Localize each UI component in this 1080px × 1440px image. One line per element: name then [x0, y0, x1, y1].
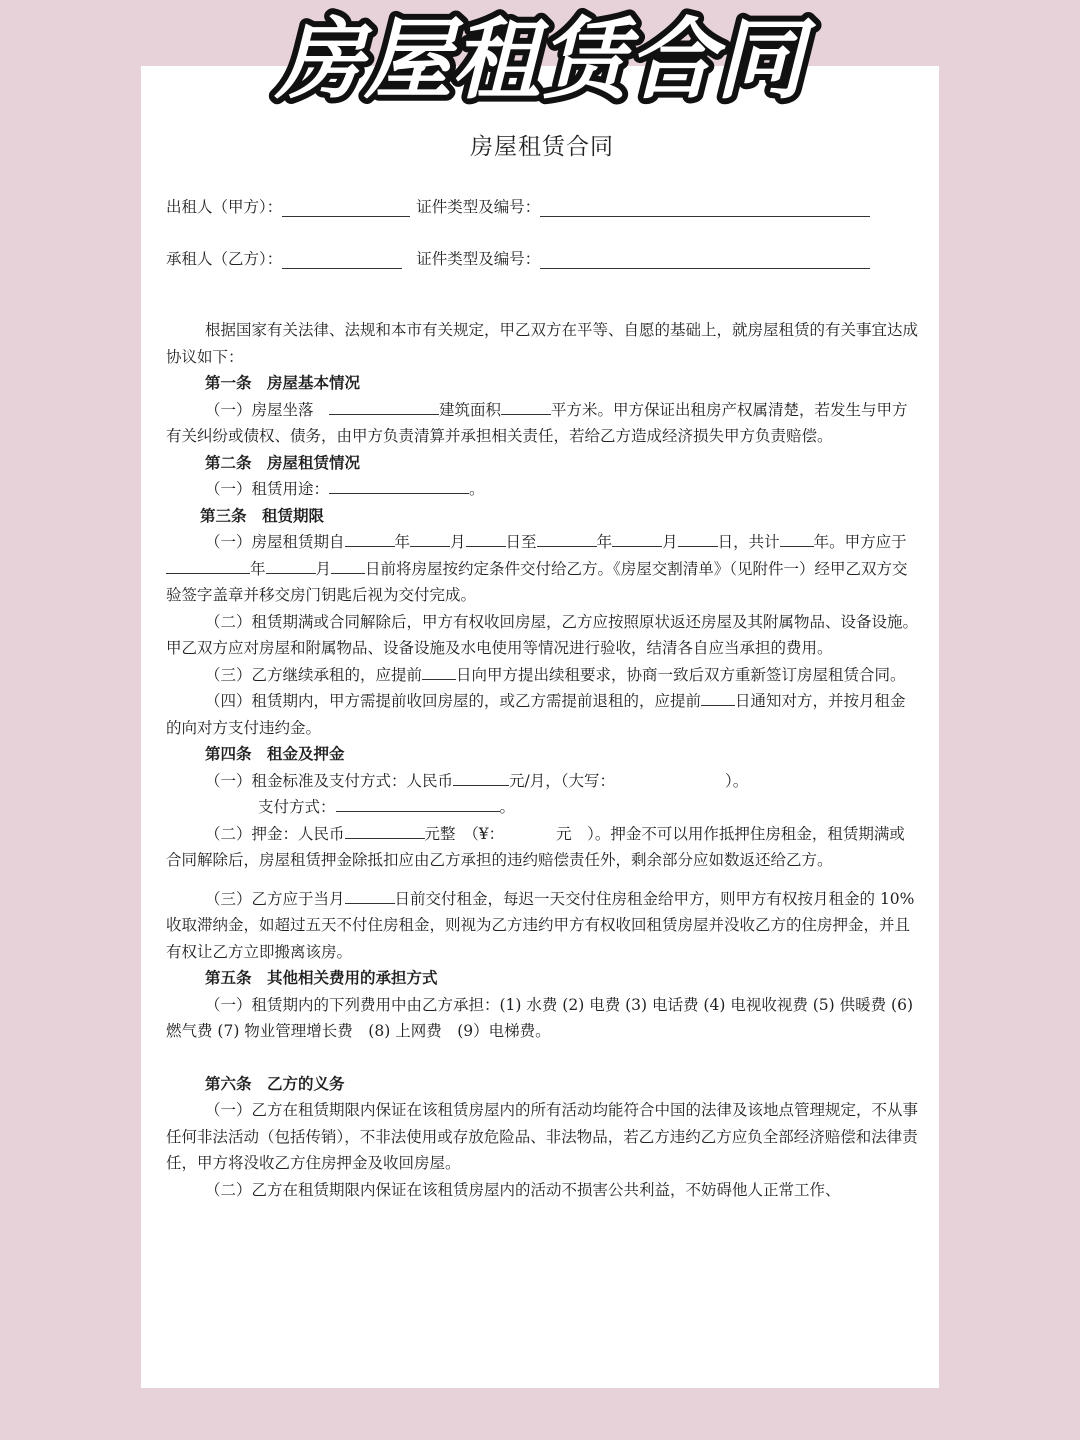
- article-2-title: 第二条 房屋租赁情况: [205, 452, 361, 472]
- clause-text: （四）租赁期内，甲方需提前收回房屋的，或乙方需提前退租的，应提前: [205, 692, 702, 710]
- article-3-clause-3: [166, 662, 918, 689]
- clause-text: 元/月，（大写：: [509, 771, 615, 790]
- lessee-id-field[interactable]: [540, 252, 870, 269]
- start-year-field[interactable]: [345, 532, 395, 547]
- clause-text: 日，共计: [717, 533, 780, 551]
- rent-due-day-field[interactable]: [345, 889, 395, 904]
- article-4-clause-1: [166, 768, 918, 795]
- clause-text: 年: [394, 533, 411, 551]
- start-month-field[interactable]: [410, 532, 450, 547]
- article-3-title: 第三条 租赁期限: [200, 505, 325, 525]
- delivery-day-field[interactable]: [331, 559, 365, 574]
- rent-amount-field[interactable]: [453, 771, 509, 786]
- clause-text: （一）房屋租赁期自: [205, 533, 345, 551]
- clause-text: 月: [450, 533, 466, 551]
- deposit-amount-field[interactable]: [345, 824, 425, 839]
- article-6-clause-2: （二）乙方在租赁期限内保证在该租赁房屋内的活动不损害公共利益，不妨碍他人正常工作、: [205, 1180, 841, 1199]
- lessee-row: [166, 247, 918, 269]
- clause-text: 平方米。甲方保证出租房产权属清楚，若发生与甲方有关纠纷或债权、债务，由甲方负责清算并承担相关责任，若给乙方造成经济损失甲方负责赔偿。: [166, 400, 908, 445]
- article-5-title: 第五条 其他相关费用的承担方式: [205, 968, 438, 987]
- article-1-title: 第一条 房屋基本情况: [205, 373, 361, 392]
- clause-text: （一）租赁用途：: [205, 480, 330, 498]
- banner-title: [0, 6, 1080, 114]
- total-years-field[interactable]: [780, 532, 814, 547]
- article-6-title: 第六条 乙方的义务: [205, 1073, 345, 1093]
- article-3-clause-4: [166, 688, 918, 741]
- clause-text: 。: [469, 480, 485, 498]
- clause-text: （一）房屋坐落: [205, 400, 314, 419]
- document-title: 房屋租赁合同: [470, 134, 614, 160]
- start-day-field[interactable]: [466, 532, 506, 547]
- lessor-id-field[interactable]: [540, 200, 870, 217]
- clause-text: 支付方式：: [258, 798, 336, 816]
- delivery-year-field[interactable]: [166, 559, 250, 574]
- clause-text: （三）乙方继续承租的，应提前: [205, 665, 423, 684]
- location-field[interactable]: [329, 400, 439, 415]
- article-3-clause-2: （二）租赁期满或合同解除后，甲方有权收回房屋，乙方应按照原状返还房屋及其附属物品、设备设施。甲乙双方应对房屋和附属物品、设备设施及水电使用等情况进行验收，结清各自应当承担的费用。: [166, 612, 919, 657]
- delivery-month-field[interactable]: [266, 559, 316, 574]
- article-1-clause-1: [166, 397, 918, 450]
- article-3-clause-1: [166, 529, 918, 609]
- notice-days-field[interactable]: [701, 691, 735, 706]
- clause-text: 日至: [505, 533, 537, 551]
- payment-method-field[interactable]: [336, 797, 500, 812]
- clause-text: 元整 （¥：: [424, 824, 505, 843]
- lessor-name-field[interactable]: [282, 200, 410, 217]
- lessee-name-field[interactable]: [282, 252, 402, 269]
- article-4-title: 第四条 租金及押金: [205, 744, 345, 763]
- article-4-clause-2: [166, 821, 918, 874]
- article-4-payment-method: [258, 794, 918, 821]
- lessee-id-label: 证件类型及编号：: [416, 250, 541, 268]
- renewal-days-field[interactable]: [422, 665, 456, 680]
- clause-text: 日向甲方提出续租要求，协商一致后双方重新签订房屋租赁合同。: [456, 665, 906, 684]
- article-6-clause-1: （一）乙方在租赁期限内保证在该租赁房屋内的所有活动均能符合中国的法律及该地点管理规定，不从事任何非法活动（包括传销），不非法使用或存放危险品、非法物品，若乙方违约乙方应负全部经济赔偿和法律责任，甲方将没收乙方住房押金及收回房屋。: [166, 1101, 919, 1172]
- banner-title-text: 房屋租赁合同: [275, 8, 805, 111]
- clause-text: 月: [315, 559, 332, 578]
- clause-text: 日前交付租金，每迟一天交付住房租金给甲方，则甲方有权按月租金的 10%收取滞纳金，如超过五天不付住房租金，则视为乙方违约甲方有权收回租赁房屋并没收乙方的住房押金，并且有权让乙方立即搬离该房。: [166, 889, 915, 961]
- clause-text: 建筑面积: [439, 400, 502, 419]
- clause-text: 日前将房屋按约定条件交付给乙方。《房屋交割清单》（见附件一）经甲乙双方交验签字盖章并移交房门钥匙后视为交付完成。: [166, 559, 908, 604]
- clause-text: 日通知对方，并按月租金的向对方支付违约金。: [166, 692, 906, 737]
- article-5-clause-1: （一）租赁期内的下列费用中由乙方承担：(1) 水费 (2) 电费 (3) 电话费 (4) 电视收视费 (5) 供暖费 (6) 燃气费 (7) 物业管理增长费 (8) 上网费 (9）电梯费。: [166, 995, 914, 1040]
- clause-text: 年: [250, 559, 266, 578]
- document-content: [166, 128, 918, 1203]
- article-4-clause-3: [166, 886, 918, 966]
- lessor-id-label: 证件类型及编号：: [416, 198, 541, 216]
- clause-text: 元 ）。押金不可以用作抵押住房租金，租赁期满或合同解除后，房屋租赁押金除抵扣应由乙方承担的违约赔偿责任外，剩余部分应如数返还给乙方。: [166, 824, 905, 869]
- lessor-label: 出租人（甲方）：: [166, 198, 283, 216]
- clause-text: 月: [662, 533, 678, 551]
- clause-text: （一）租金标准及支付方式：人民币: [205, 771, 454, 790]
- lessor-row: [166, 195, 918, 217]
- clause-text: （三）乙方应于当月: [205, 889, 345, 908]
- end-year-field[interactable]: [537, 532, 597, 547]
- end-day-field[interactable]: [678, 532, 718, 547]
- intro-paragraph: 根据国家有关法律、法规和本市有关规定，甲乙双方在平等、自愿的基础上，就房屋租赁的有关事宜达成协议如下：: [166, 321, 919, 366]
- clause-text: 年: [596, 533, 613, 551]
- end-month-field[interactable]: [612, 532, 662, 547]
- clause-text: ）。: [725, 771, 749, 790]
- clause-text: （二）押金：人民币: [205, 824, 345, 843]
- clause-text: 年。甲方应于: [813, 533, 907, 551]
- clause-text: 。: [499, 798, 516, 816]
- usage-field[interactable]: [329, 479, 469, 494]
- area-field[interactable]: [501, 400, 551, 415]
- article-2-clause-1: [166, 476, 918, 503]
- lessee-label: 承租人（乙方）：: [166, 250, 283, 268]
